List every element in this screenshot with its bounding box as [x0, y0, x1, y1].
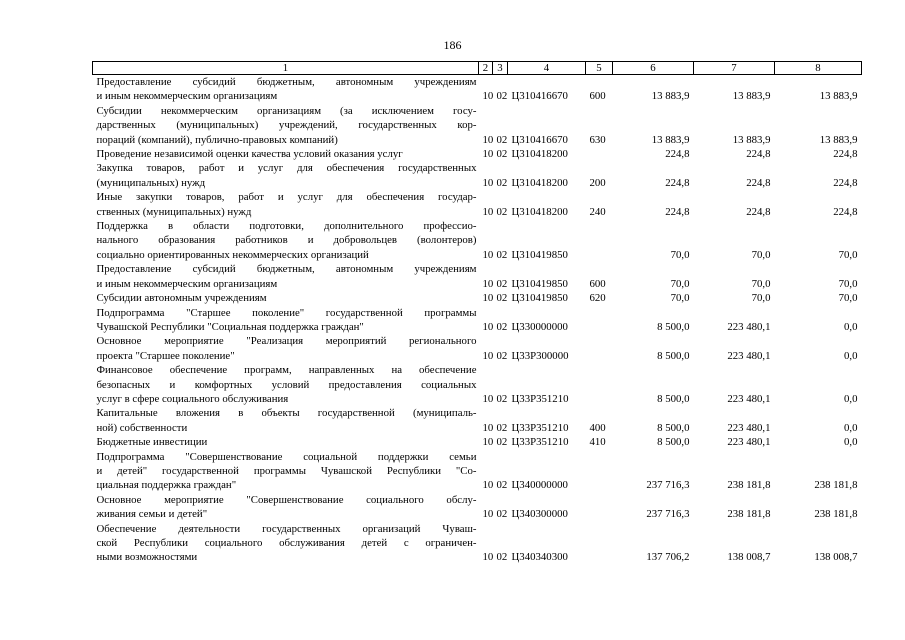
item-name-cell [93, 363, 479, 406]
expense-type-cell [586, 522, 613, 565]
section-code-cell: 10 [482, 436, 494, 449]
item-name-cell [93, 147, 479, 161]
amount-col7-cell: 223 480,1 [727, 392, 771, 405]
item-name-line: социально ориентированных некоммерческих организаций [96, 248, 369, 261]
item-name-line: ными возможностями [96, 551, 198, 564]
expense-type-cell [586, 334, 613, 363]
target-article-cell: Ц330000000 [511, 320, 568, 333]
item-name-line: пораций (компаний), публично-правовых компаний) [96, 133, 338, 146]
amount-col7-cell: 223 480,1 [727, 421, 771, 434]
table-row [93, 493, 862, 522]
target-article-cell: Ц33P351210 [511, 436, 569, 449]
table-row [93, 306, 862, 335]
amount-col6-cell: 13 883,9 [651, 133, 690, 146]
table-row [93, 190, 862, 219]
amount-col7-cell: 224,8 [746, 176, 771, 189]
subsection-code-cell: 02 [496, 551, 508, 564]
subsection-code-cell: 02 [496, 436, 508, 449]
item-name-line: ской Республики социального обслуживания детей с ограничен- [96, 537, 477, 549]
item-name-cell [93, 104, 479, 147]
table-header-row [93, 62, 862, 75]
subsection-code-cell: 02 [496, 176, 508, 189]
item-name-cell [93, 450, 479, 493]
amount-col8-cell: 13 883,9 [819, 90, 858, 103]
expense-type-cell: 200 [589, 176, 606, 189]
item-name-line: дарственных (муниципальных) учреждений, государственных кор- [96, 119, 477, 132]
amount-col6-cell: 224,8 [665, 205, 690, 218]
amount-col6-cell: 8 500,0 [657, 349, 690, 362]
expense-type-cell [586, 219, 613, 262]
subsection-code-cell: 02 [496, 90, 508, 103]
item-name-line: Капитальные вложения в объекты государственной (муниципаль- [96, 407, 477, 420]
target-article-cell: Ц33P300000 [511, 349, 569, 362]
target-article-cell: Ц310419850 [511, 248, 568, 261]
target-article-cell: Ц310416670 [511, 133, 568, 146]
table-row [93, 147, 862, 161]
item-name-cell [93, 219, 479, 262]
subsection-code-cell: 02 [496, 320, 508, 333]
item-name-line: проекта "Старшее поколение" [96, 349, 235, 362]
amount-col6-cell: 70,0 [670, 292, 690, 305]
subsection-code-cell: 02 [496, 421, 508, 434]
amount-col8-cell: 70,0 [838, 277, 858, 290]
item-name-cell [93, 291, 479, 305]
column-header-1: 1 [93, 62, 479, 75]
target-article-cell: Ц340340300 [511, 551, 568, 564]
amount-col6-cell: 70,0 [670, 277, 690, 290]
amount-col7-cell: 223 480,1 [727, 349, 771, 362]
item-name-line: Основное мероприятие "Совершенствование социального обслу- [96, 493, 477, 506]
amount-col7-cell: 13 883,9 [732, 133, 771, 146]
table-row [93, 262, 862, 291]
expense-type-cell: 600 [589, 277, 606, 290]
subsection-code-cell: 02 [496, 349, 508, 362]
item-name-line: и иным некоммерческим организациям [96, 90, 278, 103]
amount-col8-cell: 0,0 [844, 392, 858, 405]
amount-col6-cell: 8 500,0 [657, 421, 690, 434]
expense-type-cell: 630 [589, 133, 606, 146]
item-name-line: Чувашской Республики "Социальная поддержка граждан" [96, 320, 364, 333]
table-row [93, 522, 862, 565]
amount-col6-cell: 237 716,3 [646, 508, 690, 521]
section-code-cell: 10 [482, 292, 494, 305]
table-row [93, 219, 862, 262]
amount-col8-cell: 0,0 [844, 421, 858, 434]
item-name-line: безопасных и комфортных условий предоставления социальных [96, 378, 477, 391]
amount-col7-cell: 70,0 [751, 248, 771, 261]
expense-type-cell [586, 363, 613, 406]
section-code-cell: 10 [482, 421, 494, 434]
amount-col8-cell: 0,0 [844, 320, 858, 333]
subsection-code-cell: 02 [496, 479, 508, 492]
subsection-code-cell: 02 [496, 133, 508, 146]
section-code-cell: 10 [482, 176, 494, 189]
item-name-line: услуг в сфере социального обслуживания [96, 392, 289, 405]
amount-col7-cell: 224,8 [746, 205, 771, 218]
amount-col8-cell: 70,0 [838, 248, 858, 261]
target-article-cell: Ц340000000 [511, 479, 568, 492]
amount-col6-cell: 8 500,0 [657, 392, 690, 405]
amount-col6-cell: 70,0 [670, 248, 690, 261]
table-row [93, 334, 862, 363]
section-code-cell: 10 [482, 320, 494, 333]
amount-col6-cell: 8 500,0 [657, 436, 690, 449]
item-name-cell [93, 306, 479, 335]
item-name-line: живания семьи и детей" [96, 508, 208, 521]
page-number: 186 [443, 38, 462, 52]
item-name-cell [93, 334, 479, 363]
amount-col8-cell: 224,8 [833, 148, 858, 161]
item-name-line: Подпрограмма "Старшее поколение" государственной программы [96, 306, 477, 319]
target-article-cell: Ц310418200 [511, 205, 568, 218]
expense-type-cell [586, 450, 613, 493]
subsection-code-cell: 02 [496, 508, 508, 521]
item-name-line: Подпрограмма "Совершенствование социальной поддержки семьи [96, 450, 477, 463]
amount-col8-cell: 224,8 [833, 205, 858, 218]
column-header-6: 6 [613, 62, 694, 75]
amount-col7-cell: 70,0 [751, 277, 771, 290]
section-code-cell: 10 [482, 133, 494, 146]
table-row [93, 450, 862, 493]
item-name-line: Основное мероприятие "Реализация мероприятий регионального [96, 335, 477, 348]
amount-col7-cell: 70,0 [751, 292, 771, 305]
section-code-cell: 10 [482, 277, 494, 290]
amount-col6-cell: 137 706,2 [646, 551, 690, 564]
expense-type-cell [586, 306, 613, 335]
table-row [93, 435, 862, 449]
item-name-line: Субсидии автономным учреждениям [96, 292, 267, 305]
section-code-cell: 10 [482, 349, 494, 362]
column-header-2: 2 [479, 62, 493, 75]
subsection-code-cell: 02 [496, 292, 508, 305]
item-name-cell [93, 435, 479, 449]
target-article-cell: Ц310418200 [511, 176, 568, 189]
subsection-code-cell: 02 [496, 277, 508, 290]
table-row [93, 363, 862, 406]
item-name-cell [93, 190, 479, 219]
target-article-cell: Ц310419850 [511, 277, 568, 290]
item-name-line: и иным некоммерческим организациям [96, 277, 278, 290]
amount-col8-cell: 138 008,7 [814, 551, 858, 564]
amount-col8-cell: 0,0 [844, 349, 858, 362]
section-code-cell: 10 [482, 248, 494, 261]
amount-col7-cell: 238 181,8 [727, 508, 771, 521]
item-name-cell [93, 406, 479, 435]
budget-table [92, 61, 862, 565]
amount-col7-cell: 223 480,1 [727, 320, 771, 333]
item-name-line: (муниципальных) нужд [96, 176, 206, 189]
expense-type-cell: 410 [589, 436, 606, 449]
section-code-cell: 10 [482, 90, 494, 103]
item-name-line: Бюджетные инвестиции [96, 436, 208, 449]
item-name-line: Проведение независимой оценки качества условий оказания услуг [96, 148, 403, 161]
amount-col6-cell: 13 883,9 [651, 90, 690, 103]
item-name-line: ственных (муниципальных) нужд [96, 205, 252, 218]
section-code-cell: 10 [482, 479, 494, 492]
item-name-line: Финансовое обеспечение программ, направленных на обеспечение [96, 364, 477, 377]
subsection-code-cell: 02 [496, 248, 508, 261]
table-row [93, 104, 862, 147]
expense-type-cell: 400 [589, 421, 606, 434]
item-name-line: Предоставление субсидий бюджетным, автономным учреждениям [96, 263, 477, 276]
amount-col8-cell: 70,0 [838, 292, 858, 305]
item-name-line: Иные закупки товаров, работ и услуг для обеспечения государ- [96, 191, 477, 204]
target-article-cell: Ц310416670 [511, 90, 568, 103]
target-article-cell: Ц310418200 [511, 148, 568, 161]
item-name-line: ной) собственности [96, 421, 188, 434]
section-code-cell: 10 [482, 205, 494, 218]
amount-col7-cell: 223 480,1 [727, 436, 771, 449]
subsection-code-cell: 02 [496, 392, 508, 405]
item-name-cell [93, 522, 479, 565]
amount-col7-cell: 138 008,7 [727, 551, 771, 564]
target-article-cell: Ц310419850 [511, 292, 568, 305]
amount-col8-cell: 0,0 [844, 436, 858, 449]
table-row [93, 75, 862, 104]
amount-col7-cell: 224,8 [746, 148, 771, 161]
expense-type-cell: 600 [589, 90, 606, 103]
section-code-cell: 10 [482, 148, 494, 161]
item-name-line: и детей" государственной программы Чувашской Республики "Со- [96, 464, 477, 477]
expense-type-cell [586, 147, 613, 161]
subsection-code-cell: 02 [496, 148, 508, 161]
expense-type-cell: 620 [589, 292, 606, 305]
item-name-line: циальная поддержка граждан" [96, 479, 237, 492]
amount-col6-cell: 224,8 [665, 176, 690, 189]
item-name-cell [93, 493, 479, 522]
target-article-cell: Ц340300000 [511, 508, 568, 521]
amount-col6-cell: 224,8 [665, 148, 690, 161]
table-row [93, 291, 862, 305]
expense-type-cell: 240 [589, 205, 606, 218]
table-body [93, 75, 862, 565]
amount-col6-cell: 237 716,3 [646, 479, 690, 492]
item-name-cell [93, 161, 479, 190]
item-name-cell [93, 262, 479, 291]
column-header-4: 4 [508, 62, 586, 75]
amount-col8-cell: 224,8 [833, 176, 858, 189]
column-header-8: 8 [775, 62, 862, 75]
item-name-line: Обеспечение деятельности государственных организаций Чуваш- [96, 522, 477, 535]
subsection-code-cell: 02 [496, 205, 508, 218]
item-name-line: Субсидии некоммерческим организациям (за исключением госу- [96, 104, 477, 117]
item-name-line: нального образования работников и добровольцев (волонтеров) [96, 234, 477, 247]
amount-col8-cell: 238 181,8 [814, 508, 858, 521]
item-name-cell [93, 75, 479, 104]
item-name-line: Предоставление субсидий бюджетным, автономным учреждениям [96, 76, 477, 88]
item-name-line: Поддержка в области подготовки, дополнительного профессио- [96, 220, 477, 233]
section-code-cell: 10 [482, 551, 494, 564]
amount-col8-cell: 238 181,8 [814, 479, 858, 492]
column-header-7: 7 [694, 62, 775, 75]
table-row [93, 406, 862, 435]
target-article-cell: Ц33P351210 [511, 392, 569, 405]
column-header-5: 5 [586, 62, 613, 75]
section-code-cell: 10 [482, 392, 494, 405]
section-code-cell: 10 [482, 508, 494, 521]
item-name-line: Закупка товаров, работ и услуг для обеспечения государственных [96, 162, 477, 175]
amount-col8-cell: 13 883,9 [819, 133, 858, 146]
target-article-cell: Ц33P351210 [511, 421, 569, 434]
amount-col6-cell: 8 500,0 [657, 320, 690, 333]
amount-col7-cell: 13 883,9 [732, 90, 771, 103]
column-header-3: 3 [493, 62, 508, 75]
amount-col7-cell: 238 181,8 [727, 479, 771, 492]
expense-type-cell [586, 493, 613, 522]
table-row [93, 161, 862, 190]
